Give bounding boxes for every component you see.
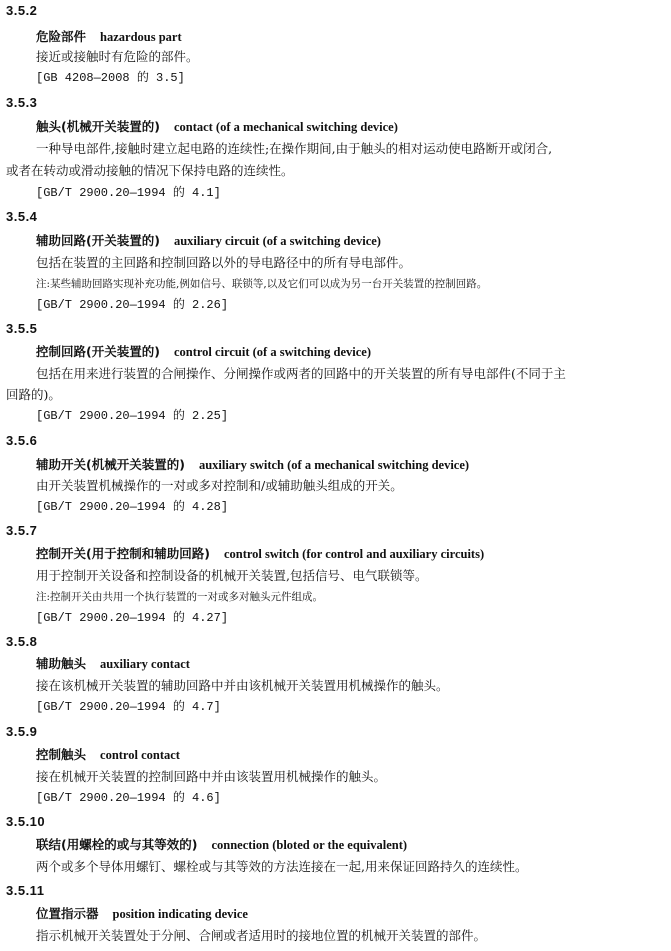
clause-number: 3.5.6	[6, 433, 38, 448]
term-zh: 触头(机械开关装置的)	[36, 119, 160, 134]
term-zh: 控制开关(用于控制和辅助回路)	[36, 546, 210, 561]
clause-number: 3.5.8	[6, 634, 38, 649]
term-heading	[36, 235, 381, 248]
term-heading	[36, 908, 248, 921]
reference: [GB/T 2900.20—1994 的 4.27]	[36, 611, 229, 625]
term-en: auxiliary circuit (of a switching device)	[173, 234, 381, 248]
term-zh: 辅助开关(机械开关装置的)	[36, 457, 185, 472]
term-en: connection (bloted or the equivalent)	[211, 838, 408, 852]
term-heading	[36, 839, 407, 852]
definition-text: 或者在转动或滑动接触的情况下保持电路的连续性。	[6, 163, 294, 178]
term-zh: 控制回路(开关装置的)	[36, 344, 160, 359]
definition-text: 接近或接触时有危险的部件。	[36, 49, 199, 64]
clause-number: 3.5.2	[6, 3, 38, 18]
clause-number: 3.5.10	[6, 814, 46, 829]
term-heading	[36, 548, 484, 561]
term-zh: 控制触头	[36, 747, 87, 762]
reference: [GB/T 2900.20—1994 的 4.28]	[36, 500, 229, 514]
clause-number: 3.5.4	[6, 209, 38, 224]
term-zh: 危险部件	[36, 29, 87, 44]
definition-text: 接在机械开关装置的控制回路中并由该装置用机械操作的触头。	[36, 769, 387, 784]
definition-text: 包括在用来进行装置的合闸操作、分闸操作或两者的回路中的开关装置的所有导电部件(不同于主	[36, 366, 566, 381]
term-en: hazardous part	[100, 30, 182, 44]
term-en: position indicating device	[112, 907, 248, 921]
clause-number: 3.5.9	[6, 724, 38, 739]
definition-text: 回路的)。	[6, 387, 61, 402]
definition-text: 一种导电部件,接触时建立起电路的连续性;在操作期间,由于触头的相对运动使电路断开或闭合,	[36, 141, 553, 156]
clause-number: 3.5.5	[6, 321, 38, 336]
term-zh: 位置指示器	[36, 906, 99, 921]
term-heading	[36, 346, 371, 359]
definition-text: 接在该机械开关装置的辅助回路中并由该机械开关装置用机械操作的触头。	[36, 678, 449, 693]
term-en: auxiliary contact	[100, 657, 190, 671]
term-heading	[36, 121, 398, 134]
definition-text: 由开关装置机械操作的一对或多对控制和/或辅助触头组成的开关。	[36, 478, 403, 493]
note-text: 注:控制开关由共用一个执行装置的一对或多对触头元件组成。	[36, 591, 324, 603]
term-heading	[36, 658, 190, 671]
term-zh: 辅助回路(开关装置的)	[36, 233, 160, 248]
term-heading	[36, 31, 182, 44]
clause-number: 3.5.7	[6, 523, 38, 538]
definition-text: 指示机械开关装置处于分闸、合闸或者适用时的接地位置的机械开关装置的部件。	[36, 928, 487, 943]
reference: [GB 4208—2008 的 3.5]	[36, 71, 185, 85]
term-en: control contact	[100, 748, 180, 762]
note-text: 注:某些辅助回路实现补充功能,例如信号、联锁等,以及它们可以成为另一台开关装置的控制回路。	[36, 278, 488, 290]
definition-text: 包括在装置的主回路和控制回路以外的导电路径中的所有导电部件。	[36, 255, 412, 270]
reference: [GB/T 2900.20—1994 的 4.6]	[36, 791, 221, 805]
term-zh: 辅助触头	[36, 656, 87, 671]
clause-number: 3.5.3	[6, 95, 38, 110]
term-heading	[36, 749, 180, 762]
reference: [GB/T 2900.20—1994 的 2.26]	[36, 298, 229, 312]
clause-number: 3.5.11	[6, 883, 45, 898]
term-en: control circuit (of a switching device)	[173, 345, 372, 359]
term-en: contact (of a mechanical switching device)	[173, 120, 398, 134]
reference: [GB/T 2900.20—1994 的 2.25]	[36, 409, 229, 423]
term-zh: 联结(用螺栓的或与其等效的)	[36, 837, 198, 852]
term-en: control switch (for control and auxiliary circuits)	[223, 547, 485, 561]
reference: [GB/T 2900.20—1994 的 4.7]	[36, 700, 221, 714]
definition-text: 用于控制开关设备和控制设备的机械开关装置,包括信号、电气联锁等。	[36, 568, 428, 583]
term-en: auxiliary switch (of a mechanical switching device)	[198, 458, 470, 472]
term-heading	[36, 459, 469, 472]
definition-text: 两个或多个导体用螺钉、螺栓或与其等效的方法连接在一起,用来保证回路持久的连续性。	[36, 859, 528, 874]
reference: [GB/T 2900.20—1994 的 4.1]	[36, 186, 221, 200]
